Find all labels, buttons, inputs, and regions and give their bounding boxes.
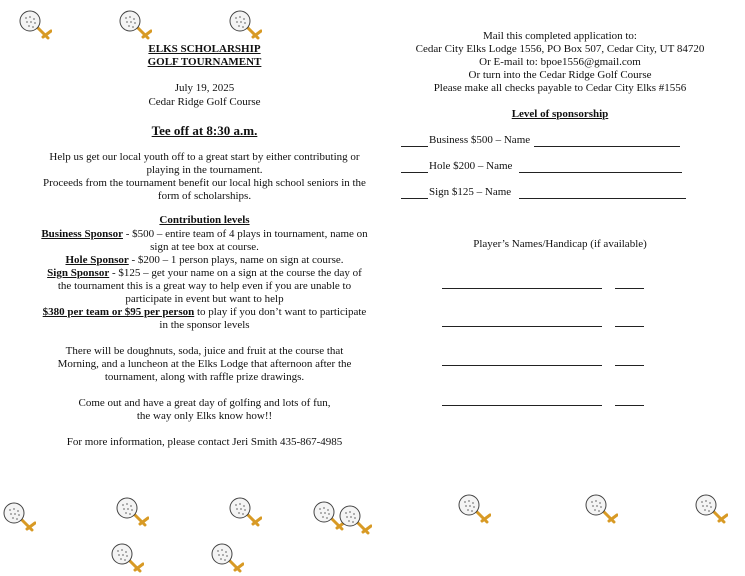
golf-ball-on-tee-icon <box>118 10 152 40</box>
player-name-field[interactable] <box>442 405 602 406</box>
intro-line: playing in the tournament. <box>146 164 263 176</box>
email-line: Or E-mail to: bpoe1556@gmail.com <box>479 56 641 68</box>
closing-line: Come out and have a great day of golfing and lots of fun, <box>78 397 331 409</box>
player-name-field[interactable] <box>442 326 602 327</box>
hole-level-label: Hole $200 – Name <box>429 160 513 172</box>
mail-instructions-line: Mail this completed application to: <box>483 30 637 42</box>
player-handicap-field[interactable] <box>615 288 644 289</box>
turn-in-line: Or turn into the Cedar Ridge Golf Course <box>468 69 652 81</box>
intro-line: Help us get our local youth off to a great start by either contributing or <box>49 151 360 163</box>
golf-ball-on-tee-icon <box>694 494 728 524</box>
donation-text: to play if you don’t want to participate <box>194 306 367 318</box>
intro-line: Proceeds from the tournament benefit our local high school seniors in the <box>43 177 366 189</box>
player-name-field[interactable] <box>442 365 602 366</box>
golf-ball-on-tee-icon <box>2 502 36 532</box>
hole-name-field[interactable] <box>519 172 682 173</box>
title-line-2: GOLF TOURNAMENT <box>147 56 262 68</box>
sign-sponsor-label: Sign Sponsor <box>47 267 110 279</box>
business-sponsor-line <box>22 228 387 241</box>
hole-sponsor-line <box>22 254 387 267</box>
level-checkbox-line[interactable] <box>401 172 428 173</box>
golf-ball-on-tee-icon <box>228 10 262 40</box>
hole-sponsor-label: Hole Sponsor <box>65 254 129 266</box>
business-sponsor-label: Business Sponsor <box>41 228 123 240</box>
intro-line: form of scholarships. <box>157 190 252 202</box>
business-sponsor-line-2: sign at tee box at course. <box>150 241 259 253</box>
food-line: tournament, along with raffle prize drawings. <box>104 371 305 383</box>
golf-ball-on-tee-icon <box>457 494 491 524</box>
business-name-field[interactable] <box>534 146 680 147</box>
sign-sponsor-line-3: participate in event but want to help <box>125 293 284 305</box>
level-checkbox-line[interactable] <box>401 198 428 199</box>
golf-ball-on-tee-icon <box>228 497 262 527</box>
donation-label: $380 per team or $95 per person <box>42 306 195 318</box>
event-date: July 19, 2025 <box>174 82 235 94</box>
sign-sponsor-line <box>22 267 387 280</box>
contact-info: For more information, please contact Jeri Smith 435-867-4985 <box>66 436 343 448</box>
business-level-label: Business $500 – Name <box>429 134 531 146</box>
sponsorship-level-heading: Level of sponsorship <box>511 108 609 120</box>
contribution-heading: Contribution levels <box>159 214 250 226</box>
player-handicap-field[interactable] <box>615 405 644 406</box>
donation-line-2: in the sponsor levels <box>159 319 250 331</box>
donation-line <box>22 306 387 319</box>
player-name-field[interactable] <box>442 288 602 289</box>
golf-ball-on-tee-icon <box>210 543 244 573</box>
golf-ball-on-tee-icon <box>584 494 618 524</box>
golf-ball-on-tee-icon <box>115 497 149 527</box>
food-line: There will be doughnuts, soda, juice and fruit at the course that <box>65 345 344 357</box>
event-venue: Cedar Ridge Golf Course <box>148 96 261 108</box>
sign-level-label: Sign $125 – Name <box>429 186 512 198</box>
closing-line: the way only Elks know how!! <box>136 410 273 422</box>
title-line-1: ELKS SCHOLARSHIP <box>148 43 261 55</box>
player-handicap-field[interactable] <box>615 326 644 327</box>
golf-ball-on-tee-icon <box>338 505 372 535</box>
mail-address: Cedar City Elks Lodge 1556, PO Box 507, Cedar City, UT 84720 <box>415 43 705 55</box>
hole-sponsor-text: - $200 – 1 person plays, name on sign at course. <box>128 254 344 266</box>
players-heading: Player’s Names/Handicap (if available) <box>473 238 647 250</box>
player-handicap-field[interactable] <box>615 365 644 366</box>
tee-off-time: Tee off at 8:30 a.m. <box>151 123 258 138</box>
sign-sponsor-text: - $125 – get your name on a sign at the course the day of <box>109 267 362 279</box>
business-sponsor-text: - $500 – entire team of 4 plays in tournament, name on <box>122 228 368 240</box>
sign-sponsor-line-2: the tournament this is a great way to help even if you are unable to <box>57 280 352 292</box>
checks-payable-line: Please make all checks payable to Cedar City Elks #1556 <box>433 82 687 94</box>
sign-name-field[interactable] <box>519 198 686 199</box>
golf-ball-on-tee-icon <box>18 10 52 40</box>
golf-ball-on-tee-icon <box>110 543 144 573</box>
level-checkbox-line[interactable] <box>401 146 428 147</box>
food-line: Morning, and a luncheon at the Elks Lodge that afternoon after the <box>57 358 352 370</box>
